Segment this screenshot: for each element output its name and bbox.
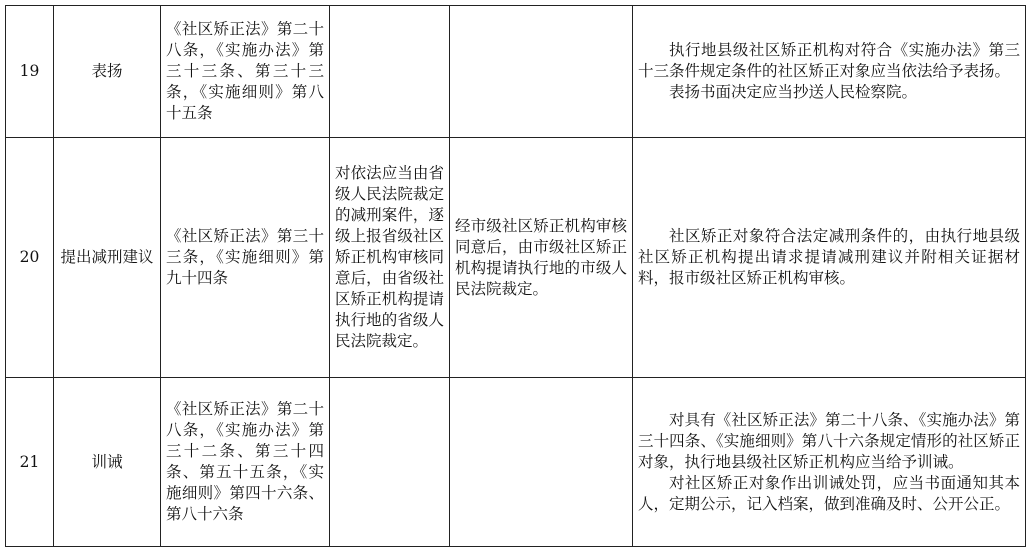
row-number: 20 (6, 138, 54, 378)
provincial-procedure (330, 6, 450, 138)
municipal-procedure: 经市级社区矫正机构审核同意后，由市级社区矫正机构提请执行地的市级人民法院裁定。 (450, 138, 633, 378)
provincial-procedure: 对依法应当由省级人民法院裁定的减刑案件，逐级上报省级社区矫正机构审核同意后，由省级社区矫正机构提请执行地的省级人民法院裁定。 (330, 138, 450, 378)
table-row (6, 138, 1026, 378)
table-row (6, 378, 1026, 547)
paragraph: 对社区矫正对象作出训诫处罚，应当书面通知其本人，定期公示，记入档案，做到准确及时、公开公正。 (638, 473, 1020, 513)
item-name: 提出减刑建议 (54, 138, 161, 378)
paragraph: 表扬书面决定应当抄送人民检察院。 (669, 83, 918, 101)
municipal-procedure (450, 6, 633, 138)
municipal-procedure (450, 378, 633, 547)
table-row (6, 6, 1026, 138)
paragraph: 执行地县级社区矫正机构对符合《实施办法》第三十三条件规定条件的社区矫正对象应当依法给予表扬。 (638, 41, 1020, 80)
row-number: 19 (6, 6, 54, 138)
row-number: 21 (6, 378, 54, 547)
paragraph: 对具有《社区矫正法》第二十八条、《实施办法》第三十四条、《实施细则》第八十六条规定情形的社区矫正对象，执行地县级社区矫正机构应当给予训诫。 (638, 410, 1020, 471)
item-name: 表扬 (54, 6, 161, 138)
item-name: 训诫 (54, 378, 161, 547)
legal-basis: 《社区矫正法》第二十八条，《实施办法》第三十三条、第三十三条，《实施细则》第八十五条 (161, 6, 330, 138)
procedures-table (5, 5, 1026, 547)
legal-basis: 《社区矫正法》第二十八条，《实施办法》第三十二条、第三十四条、第五十五条，《实施细则》第四十六条、第八十六条 (161, 378, 330, 547)
county-procedure (633, 6, 1026, 138)
legal-basis: 《社区矫正法》第三十三条，《实施细则》第九十四条 (161, 138, 330, 378)
county-procedure (633, 378, 1026, 547)
paragraph: 社区矫正对象符合法定减刑条件的，由执行地县级社区矫正机构提出请求提请减刑建议并附相关证据材料，报市级社区矫正机构审核。 (638, 227, 1020, 287)
provincial-procedure (330, 378, 450, 547)
county-procedure (633, 138, 1026, 378)
